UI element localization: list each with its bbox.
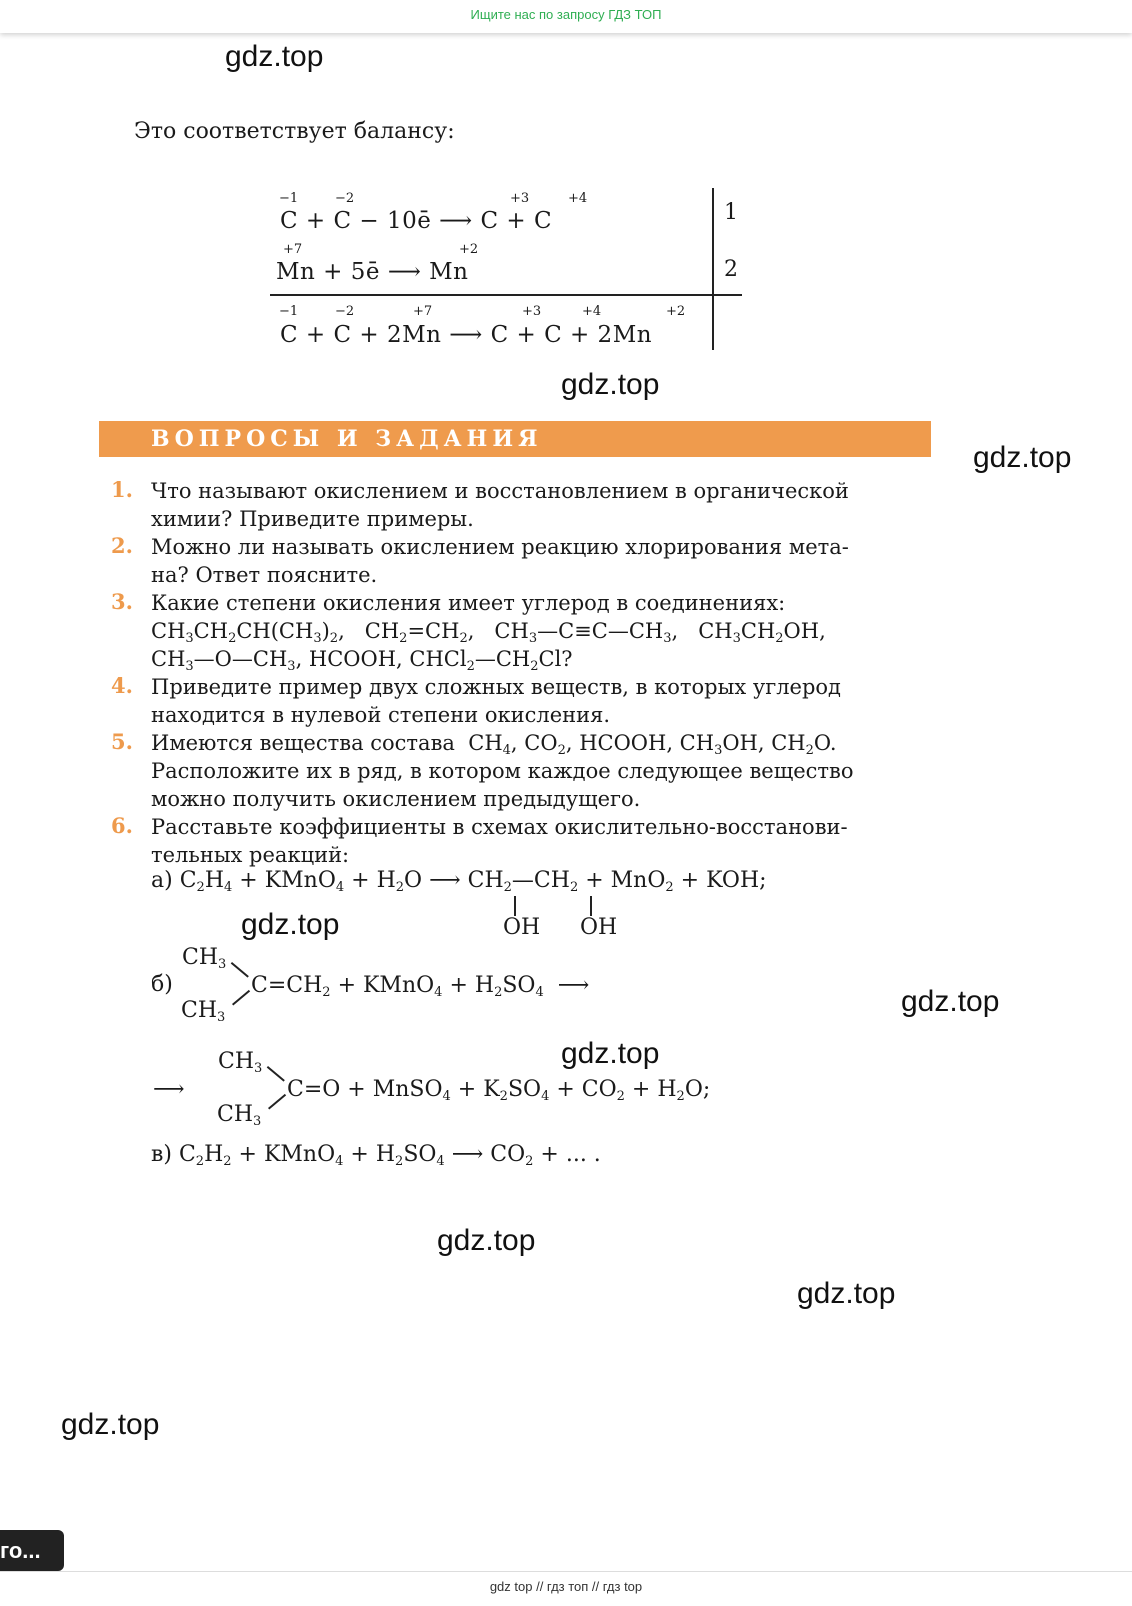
question-3: Какие степени окисления имеет углерод в соединениях: $CH_3CH_2CH(CH_3)_2$, $CH_2=CH_2$, $CH_3—C\equiv C—CH_3$, $CH_3CH_2OH$, $CH_3—O—CH_3$, HCOOH, $CHCl_2—CH_2Cl$? <box>151 591 826 674</box>
oxidation-state: +7 <box>283 242 303 257</box>
reaction-c: в) $C_2H_2$ + KMnO$_4$ + $H_2SO_4$ ⟶ $CO_2$ + ... . <box>151 1142 601 1169</box>
question-6: Расставьте коэффициенты в схемах окислительно-восстанови- тельных реакций: <box>151 815 848 867</box>
oxidation-state: −1 <box>279 304 299 319</box>
watermark: gdz.top <box>561 368 660 401</box>
question-1: Что называют окислением и восстановлением в органической химии? Приведите примеры. <box>151 479 849 531</box>
oxidation-state: +2 <box>459 242 479 257</box>
watermark: gdz.top <box>241 908 340 941</box>
intro-text: Это соответствует балансу: <box>134 119 455 144</box>
oxidation-state: +3 <box>522 304 542 319</box>
top-banner[interactable]: Ищите нас по запросу ГДЗ ТОП <box>0 0 1132 33</box>
balance-sum: C + C + 2Mn ⟶ C + C + 2Mn <box>280 322 653 348</box>
footer-links[interactable]: gdz top // гдз топ // гдз top <box>0 1571 1132 1606</box>
watermark: gdz.top <box>561 1037 660 1070</box>
oxidation-state: +2 <box>666 304 686 319</box>
oxidation-state: +3 <box>510 191 530 206</box>
question-5: Имеются вещества состава $CH_4$, $CO_2$, HCOOH, $CH_3OH$, $CH_2O$. Расположите их в ряд, в котором каждое следующее вещество можно получить окислением предыдущего. <box>151 731 854 811</box>
question-number: 2. <box>111 533 133 558</box>
watermark: gdz.top <box>901 985 1000 1018</box>
section-title: ВОПРОСЫ И ЗАДАНИЯ <box>99 421 931 457</box>
coefficient-2: 2 <box>724 257 738 282</box>
question-number: 5. <box>111 729 133 754</box>
balance-separator <box>712 188 714 350</box>
oxidation-state: −2 <box>335 191 355 206</box>
oxidation-state: −2 <box>335 304 355 319</box>
oxidation-state: −1 <box>279 191 299 206</box>
watermark: gdz.top <box>973 441 1072 474</box>
question-number: 3. <box>111 589 133 614</box>
watermark: gdz.top <box>797 1277 896 1310</box>
watermark: gdz.top <box>61 1408 160 1441</box>
question-number: 1. <box>111 477 133 502</box>
oxidation-state: +7 <box>413 304 433 319</box>
balance-row-1: C + C − 10ē ⟶ C + C <box>280 208 553 234</box>
watermark: gdz.top <box>225 40 324 73</box>
question-number: 6. <box>111 813 133 838</box>
oxidation-state: +4 <box>582 304 602 319</box>
question-2: Можно ли называть окислением реакцию хлорирования мета- на? Ответ поясните. <box>151 535 849 587</box>
balance-divider <box>270 294 742 296</box>
oxidation-state: +4 <box>568 191 588 206</box>
question-4: Приведите пример двух сложных веществ, в которых углерод находится в нулевой степени окисления. <box>151 675 841 727</box>
watermark: gdz.top <box>437 1224 536 1257</box>
coefficient-1: 1 <box>724 200 738 225</box>
floating-pill-button[interactable]: го... <box>0 1530 64 1571</box>
question-number: 4. <box>111 673 133 698</box>
balance-row-2: Mn + 5ē ⟶ Mn <box>276 259 469 285</box>
